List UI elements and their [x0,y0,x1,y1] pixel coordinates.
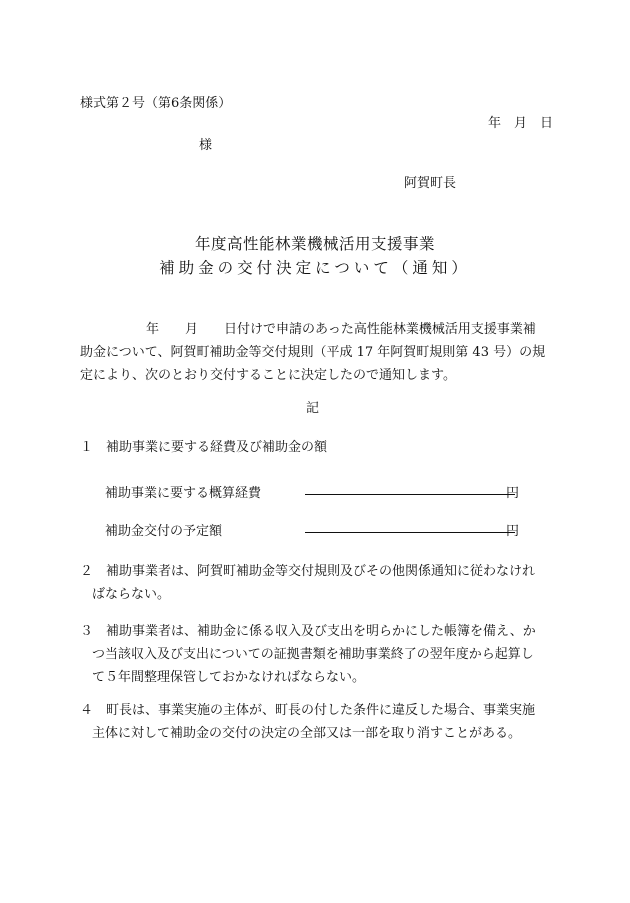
item-line: ３ 補助事業者は、補助金に係る収入及び支出を明らかにした帳簿を備え、か [80,624,536,639]
amount-unit: 円 [506,486,520,501]
item-line: て５年間整理保管しておかなければならない。 [92,670,366,685]
issuer-name: 阿賀町長 [404,176,457,191]
amount-underline [305,532,515,533]
amount-row-subsidy-amount [105,520,525,538]
item-line: ４ 町長は、事業実施の主体が、町長の付した条件に違反した場合、事業実施 [80,703,536,718]
form-number: 様式第２号（第6条関係） [80,96,232,111]
item-line: ばならない。 [92,587,171,602]
amount-unit: 円 [506,524,520,539]
item-3 [80,620,550,689]
amount-label: 補助事業に要する概算経費 [105,486,262,501]
intro-paragraph [80,318,550,387]
item-2 [80,560,550,606]
item-line: ２ 補助事業者は、阿賀町補助金等交付規則及びその他関係通知に従わなけれ [80,564,536,579]
item-line: 主体に対して補助金の交付の決定の全部又は一部を取り消すことがある。 [92,726,522,741]
item-line: つ当該収入及び支出についての証拠書類を補助事業終了の翌年度から起算し [92,647,534,662]
amount-row-estimated-cost [105,482,525,500]
intro-line: 年 月 日付けで申請のあった高性能林業機械活用支援事業補 [146,322,536,337]
item-1-heading: １ 補助事業に要する経費及び補助金の額 [80,440,328,455]
amount-label: 補助金交付の予定額 [105,524,223,539]
amount-underline [305,494,515,495]
document-title-line-2: 補助金の交付決定について（通知） [159,259,471,277]
intro-line: 助金について、阿賀町補助金等交付規則（平成 17 年阿賀町規則第 43 号）の規 [80,345,546,360]
intro-line: 定により、次のとおり交付することに決定したので通知します。 [80,368,456,383]
item-4 [80,699,550,745]
date-line: 年 月 日 [488,116,554,131]
recipient-suffix: 様 [199,138,213,153]
ki-marker: 記 [306,401,320,416]
document-title-line-1: 年度高性能林業機械活用支援事業 [194,235,435,253]
